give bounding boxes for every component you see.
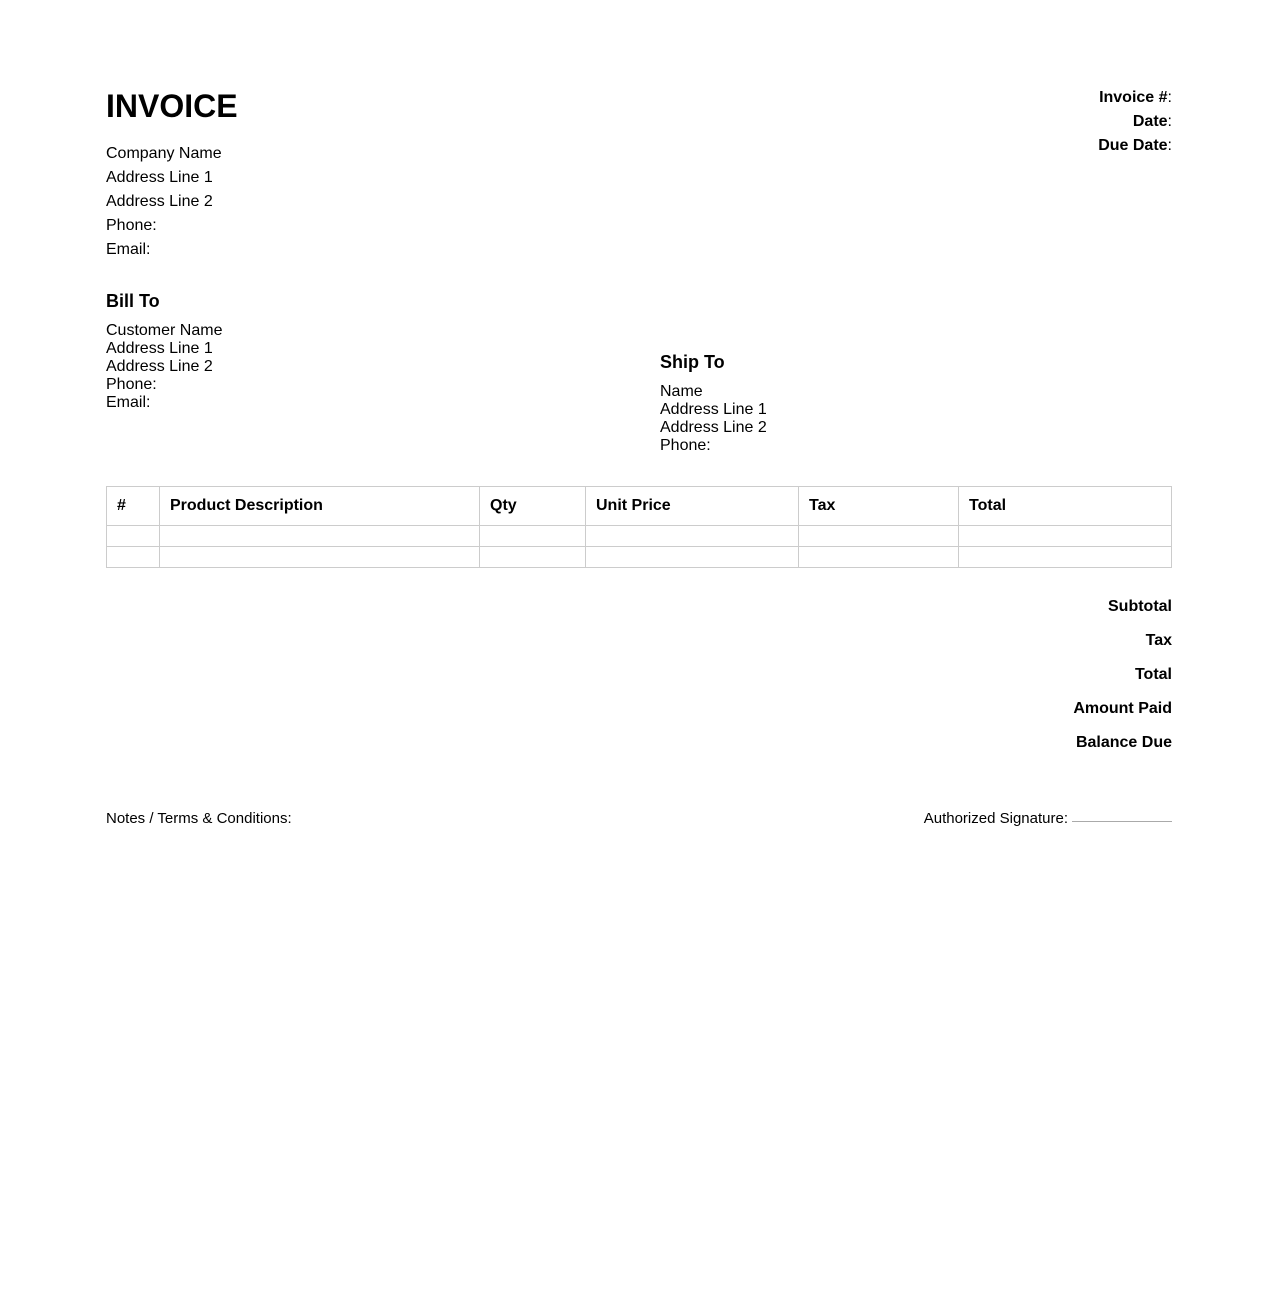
cell[interactable] [480,547,586,568]
cell[interactable] [107,526,160,547]
ship-to-heading: Ship To [660,352,725,372]
col-tax: Tax [799,487,959,526]
ship-address-1: Address Line 1 [660,401,767,418]
col-total: Total [959,487,1172,526]
tax-label: Tax [1145,632,1172,649]
ship-name: Name [660,383,703,400]
signature [924,810,1172,827]
table-row [107,547,1172,568]
colon: : [1167,113,1172,130]
amount-paid-label: Amount Paid [1073,700,1172,717]
cell[interactable] [586,526,799,547]
customer-name: Customer Name [106,322,223,339]
col-qty: Qty [480,487,586,526]
notes-label: Notes / Terms & Conditions: [106,810,292,827]
col-description: Product Description [160,487,480,526]
bill-to-heading: Bill To [106,291,160,311]
col-number: # [107,487,160,526]
due-date-label: Due Date [1098,137,1168,154]
bill-address-1: Address Line 1 [106,340,213,357]
colon: : [1167,89,1172,106]
ship-phone: Phone: [660,437,711,454]
cell[interactable] [799,547,959,568]
col-unit-price: Unit Price [586,487,799,526]
cell[interactable] [959,526,1172,547]
ship-to [660,352,767,455]
ship-address-2: Address Line 2 [660,419,767,436]
cell[interactable] [160,547,480,568]
invoice-meta [1098,86,1172,158]
invoice-number-label: Invoice # [1099,89,1168,106]
bill-to [106,291,222,412]
invoice-title: INVOICE [106,88,238,124]
cell[interactable] [480,526,586,547]
bill-phone: Phone: [106,376,157,393]
company-address-1: Address Line 1 [106,169,213,186]
signature-line[interactable] [1072,821,1172,822]
company-email: Email: [106,241,151,258]
bill-email: Email: [106,394,151,411]
table-row [107,526,1172,547]
table-header-row [107,487,1172,526]
cell[interactable] [799,526,959,547]
bill-address-2: Address Line 2 [106,358,213,375]
cell[interactable] [160,526,480,547]
signature-label: Authorized Signature: [923,810,1068,827]
company-address-2: Address Line 2 [106,193,213,210]
colon: : [1167,137,1172,154]
cell[interactable] [107,547,160,568]
totals [1073,598,1172,768]
date-label: Date [1132,113,1168,130]
line-items-table [106,486,1172,568]
company-phone: Phone: [106,217,157,234]
company-info [106,142,222,262]
subtotal-label: Subtotal [1108,598,1172,615]
balance-due-label: Balance Due [1075,734,1172,751]
total-label: Total [1134,666,1172,683]
company-name: Company Name [106,145,222,162]
cell[interactable] [959,547,1172,568]
cell[interactable] [586,547,799,568]
